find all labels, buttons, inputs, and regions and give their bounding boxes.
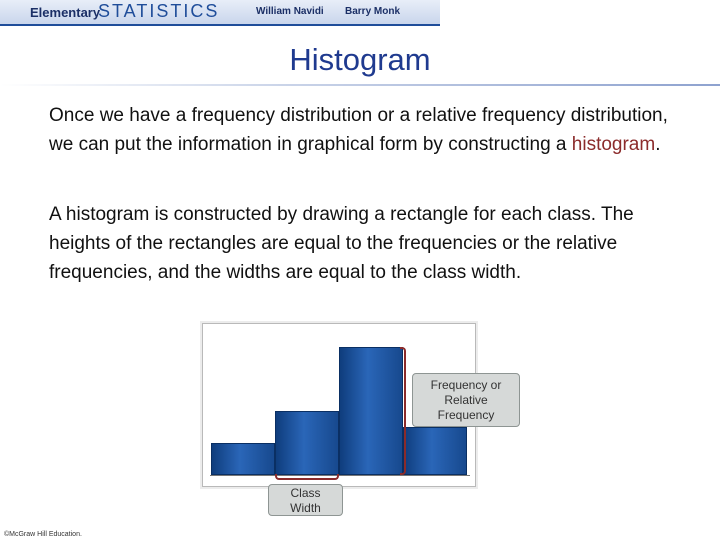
book-title-lead: Elementary [30,5,101,20]
book-banner [0,0,440,26]
class-width-callout-line-2: Width [290,501,321,515]
width-bracket [275,474,339,480]
histogram-bar-1 [211,443,275,475]
intro-paragraph [49,101,689,159]
book-title-main: STATISTICS [98,1,220,21]
histogram-bar-4 [403,427,467,475]
author-name-2: Barry Monk [345,6,401,17]
intro-period: . [655,134,661,155]
definition-paragraph: A histogram is constructed by drawing a rectangle for each class. The heights of the rectangles are equal to the frequencies or the relative frequencies, and the widths are equal to the class width. [49,204,634,283]
author-name-1: William Navidi [256,6,324,17]
histogram-baseline [210,475,470,476]
frequency-callout-line-3: Frequency [437,408,495,422]
class-width-callout [268,484,343,516]
frequency-callout [412,373,520,427]
frequency-callout-line-1: Frequency or [430,378,502,392]
class-width-callout-line-1: Class [290,486,321,500]
copyright-notice: ©McGraw Hill Education. [4,531,82,538]
intro-text: Once we have a frequency distribution or a relative frequency distribution, we can put the information in graphical form by constructing a [49,105,668,155]
height-bracket [400,347,406,475]
frequency-callout-line-2: Relative [444,393,488,407]
slide-title: Histogram [289,42,431,77]
title-divider [0,84,720,86]
histogram-keyword: histogram [571,134,656,155]
histogram-bar-2 [275,411,339,475]
histogram-bar-3 [339,347,403,475]
